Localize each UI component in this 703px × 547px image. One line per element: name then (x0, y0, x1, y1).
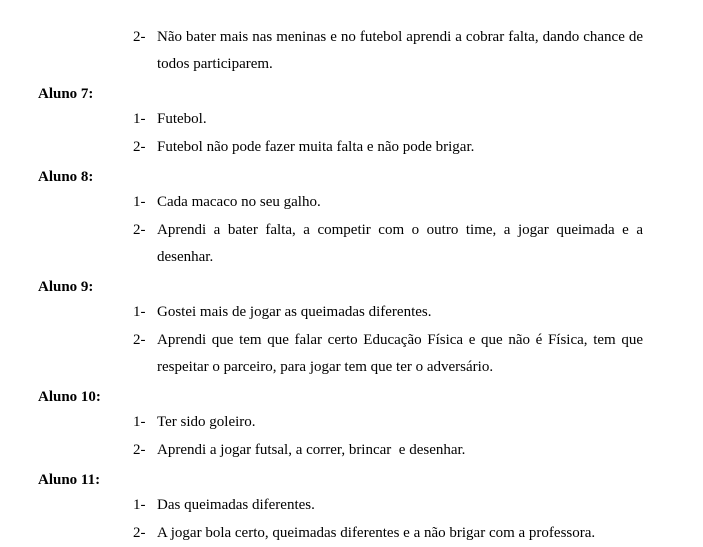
answer-item (133, 299, 643, 326)
item-number: 2- (133, 332, 146, 348)
item-number: 2- (133, 222, 146, 238)
student-heading: Aluno 7: (38, 86, 94, 102)
item-text: Gostei mais de jogar as queimadas diferentes. (157, 304, 432, 320)
item-number: 2- (133, 442, 146, 458)
item-number: 2- (133, 525, 146, 541)
student-heading: Aluno 10: (38, 389, 101, 405)
answer-item (133, 520, 643, 547)
item-text: Aprendi a jogar futsal, a correr, brincar e desenhar. (157, 442, 466, 458)
student-heading: Aluno 9: (38, 279, 94, 295)
item-text: Futebol. (157, 111, 207, 127)
item-number: 1- (133, 497, 146, 513)
item-number: 1- (133, 194, 146, 210)
answer-item (133, 409, 643, 436)
answer-item (133, 189, 643, 216)
item-text: A jogar bola certo, queimadas diferentes e a não brigar com a professora. (157, 525, 596, 541)
answer-item (133, 217, 643, 271)
item-number: 2- (133, 139, 146, 155)
item-text: Aprendi a bater falta, a competir com o outro time, a jogar queimada e a desenhar. (157, 222, 643, 265)
item-text: Aprendi que tem que falar certo Educação Física e que não é Física, tem que respeitar o parceiro, para jogar tem que ter o adversário. (157, 332, 643, 375)
item-text: Futebol não pode fazer muita falta e não pode brigar. (157, 139, 475, 155)
item-text: Cada macaco no seu galho. (157, 194, 321, 210)
item-number: 1- (133, 414, 146, 430)
item-text: Não bater mais nas meninas e no futebol aprendi a cobrar falta, dando chance de todos participarem. (157, 29, 643, 72)
item-number: 1- (133, 304, 146, 320)
answer-item (133, 327, 643, 381)
student-heading: Aluno 11: (38, 472, 101, 488)
answer-item (133, 492, 643, 519)
answer-item (133, 106, 643, 133)
answer-item (133, 24, 643, 78)
item-number: 2- (133, 29, 146, 45)
item-number: 1- (133, 111, 146, 127)
answer-item (133, 437, 643, 464)
student-heading: Aluno 8: (38, 169, 94, 185)
item-text: Das queimadas diferentes. (157, 497, 315, 513)
answer-item (133, 134, 643, 161)
item-text: Ter sido goleiro. (157, 414, 256, 430)
